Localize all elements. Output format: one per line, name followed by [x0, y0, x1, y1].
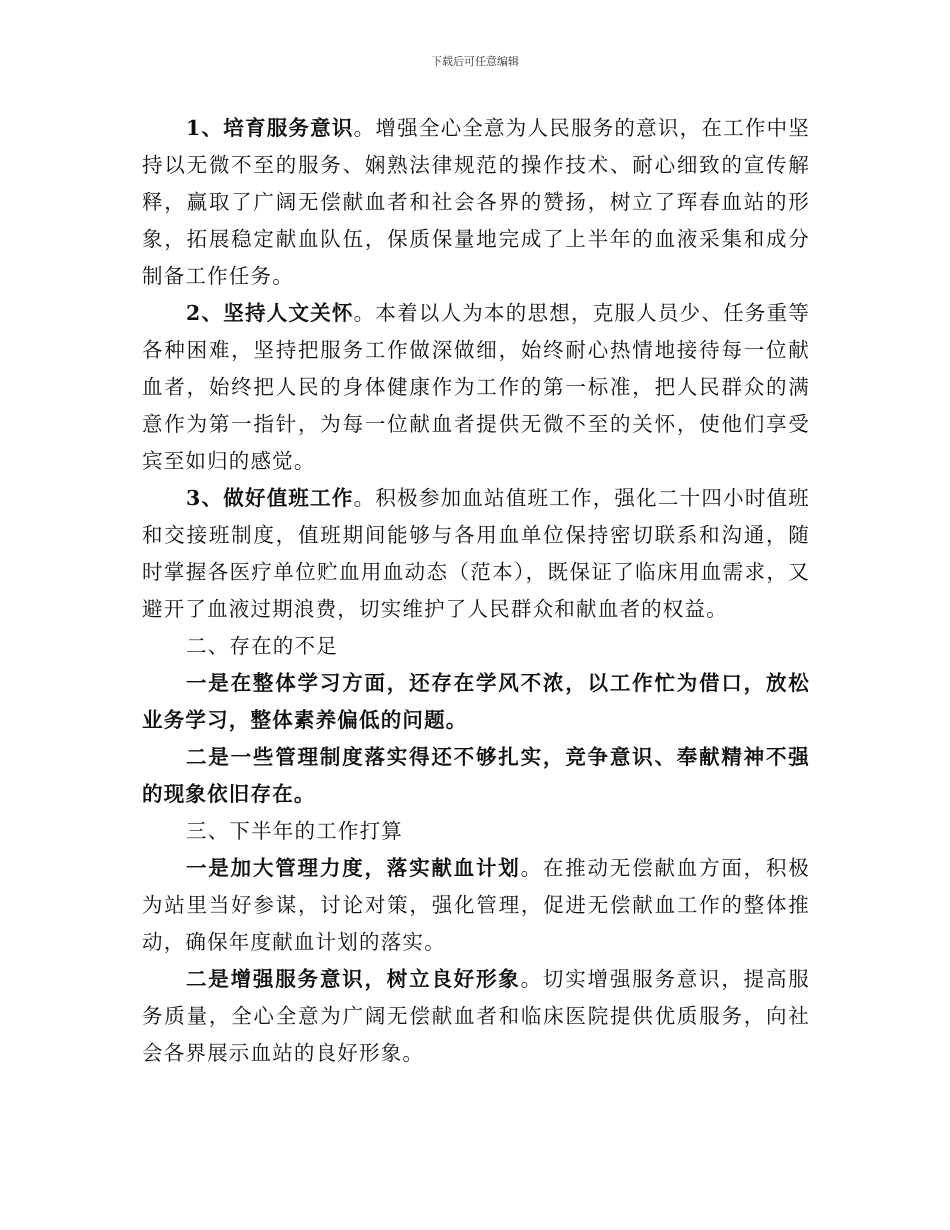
- paragraph-service-awareness: [142, 110, 810, 295]
- paragraph-plan-service: [142, 961, 810, 1072]
- paragraph-text: 。切实增强服务意识，提高服务质量，全心全意为广阔无偿献血者和临床医院提供优质服务，向社会各界展示血站的良好形象。: [142, 967, 810, 1065]
- paragraph-text: 。积极参加血站值班工作，强化二十四小时值班和交接班制度，值班期间能够与各用血单位保持密切联系和沟通，随时掌握各医疗单位贮血用血动态（范本），既保证了临床用血需求，又避开了血液过期浪费，切实维护了人民群众和献血者的权益。: [142, 486, 810, 621]
- paragraph-lead: 3、做好值班工作: [186, 486, 354, 510]
- section-heading-shortcomings: [142, 628, 810, 665]
- paragraph-lead: 1、培育服务意识: [186, 116, 354, 140]
- paragraph-plan-management: [142, 850, 810, 961]
- paragraph-text: 。在推动无偿献血方面，积极为站里当好参谋，讨论对策，强化管理，促进无偿献血工作的整体推动，确保年度献血计划的落实。: [142, 856, 810, 954]
- paragraph-lead: 二是一些管理制度落实得还不够扎实，竞争意识、奉献精神不强的现象依旧存在。: [142, 745, 810, 806]
- section-heading-plans: [142, 813, 810, 850]
- paragraph-lead: 2、坚持人文关怀: [186, 301, 354, 325]
- paragraph-text: 三、下半年的工作打算: [186, 819, 403, 843]
- paragraph-shortcoming-one: [142, 665, 810, 739]
- document-body: [142, 110, 810, 1072]
- paragraph-text: 二、存在的不足: [186, 634, 338, 658]
- paragraph-text: 。增强全心全意为人民服务的意识，在工作中坚持以无微不至的服务、娴熟法律规范的操作技术、耐心细致的宣传解释，赢取了广阔无偿献血者和社会各界的赞扬，树立了珲春血站的形象，拓展稳定献血队伍，保质保量地完成了上半年的血液采集和成分制备工作任务。: [142, 116, 810, 288]
- paragraph-humanistic-care: [142, 295, 810, 480]
- paragraph-lead: 二是增强服务意识，树立良好形象: [186, 967, 521, 991]
- paragraph-lead: 一是在整体学习方面，还存在学风不浓，以工作忙为借口，放松业务学习，整体素养偏低的问题。: [142, 671, 810, 732]
- paragraph-shortcoming-two: [142, 739, 810, 813]
- paragraph-text: 。本着以人为本的思想，克服人员少、任务重等各种困难，坚持把服务工作做深做细，始终耐心热情地接待每一位献血者，始终把人民的身体健康作为工作的第一标准，把人民群众的满意作为第一指针，为每一位献血者提供无微不至的关怀，使他们享受宾至如归的感觉。: [142, 301, 810, 473]
- paragraph-duty-work: [142, 480, 810, 628]
- page-header: 下载后可任意编辑: [431, 55, 519, 68]
- paragraph-lead: 一是加大管理力度，落实献血计划: [186, 856, 521, 880]
